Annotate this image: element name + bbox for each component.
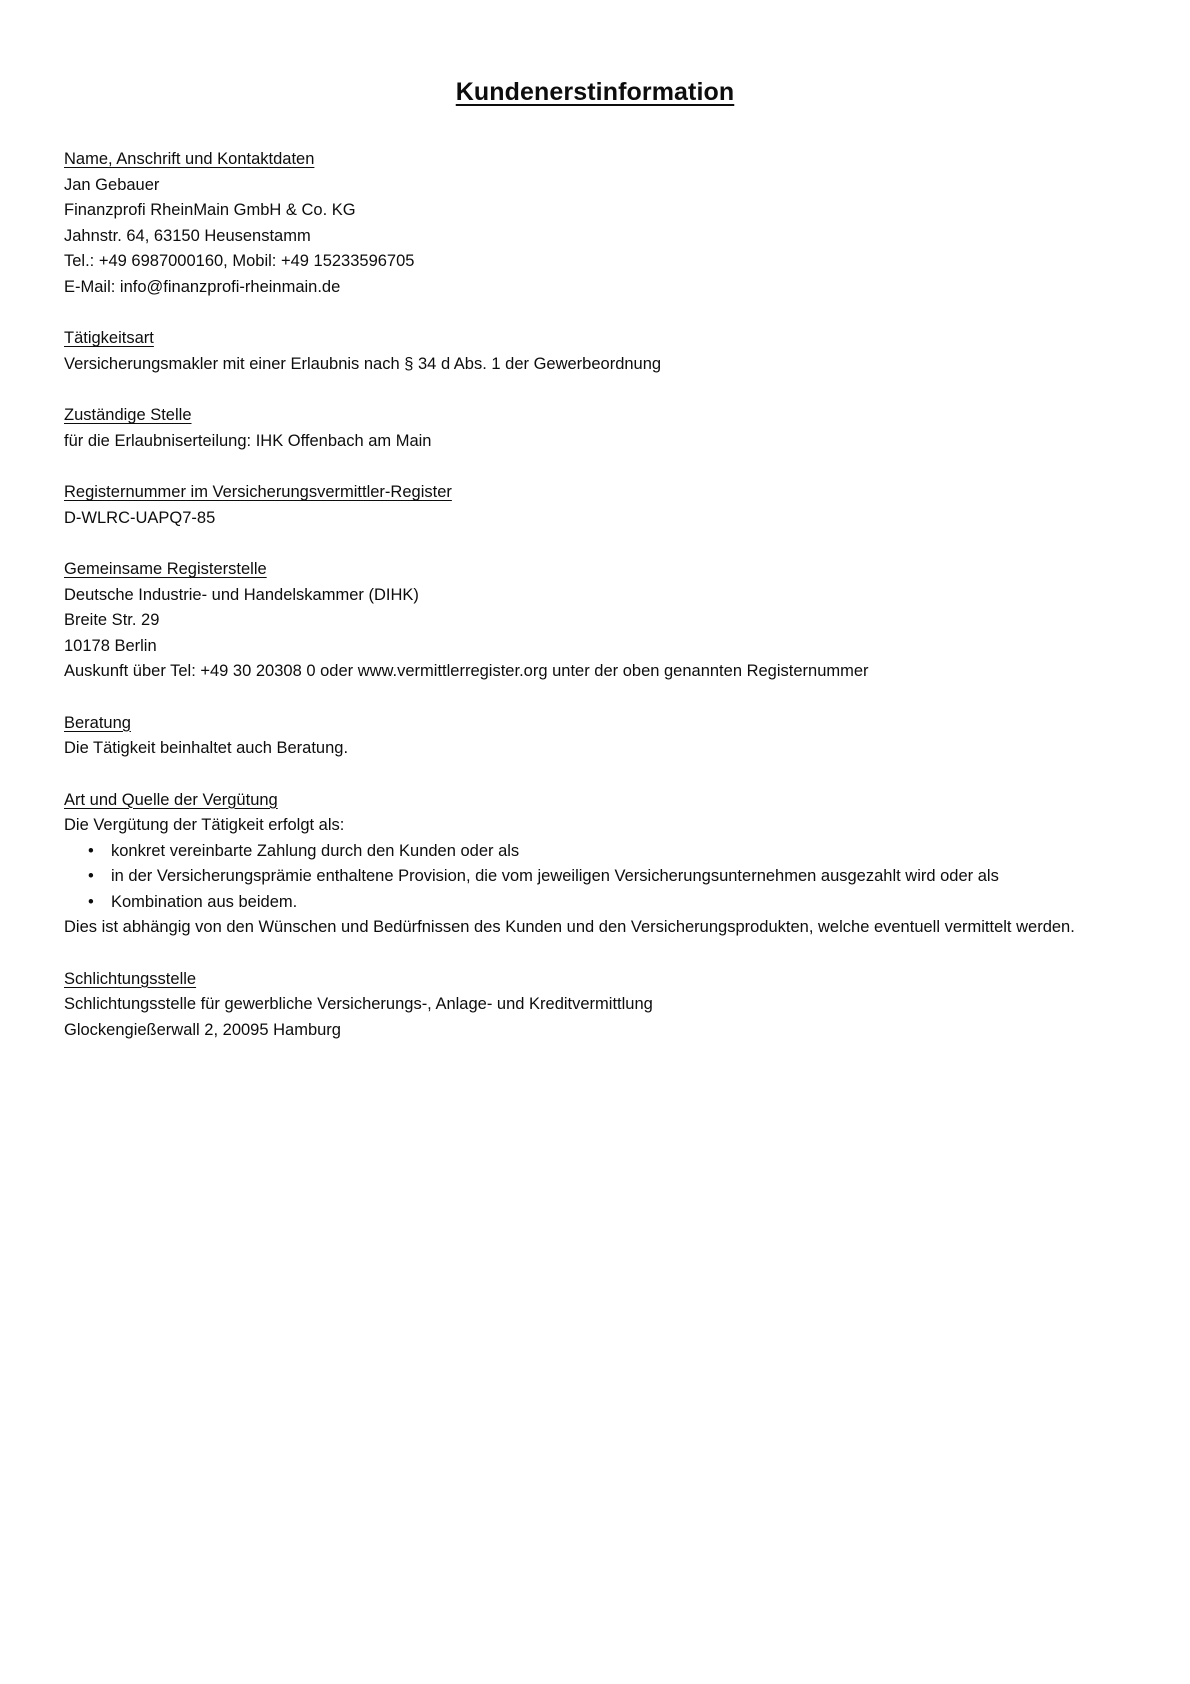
- registernummer-value: D-WLRC-UAPQ7-85: [64, 508, 216, 527]
- contact-phone: Tel.: +49 6987000160, Mobil: +49 15233596705: [64, 252, 415, 270]
- contact-company: Finanzprofi RheinMain GmbH & Co. KG: [64, 201, 356, 219]
- section-heading-registernummer: Registernummer im Versicherungsvermittler-Register: [64, 483, 452, 501]
- verguetung-list: [64, 839, 1126, 916]
- section-heading-registerstelle: Gemeinsame Registerstelle: [64, 560, 267, 578]
- page-title: Kundenerstinformation: [455, 78, 735, 106]
- section-kontakt: [64, 147, 1126, 300]
- section-verguetung: [64, 788, 1126, 941]
- document-body: [64, 107, 1126, 1043]
- section-heading-zustaendige-stelle: Zuständige Stelle: [64, 406, 192, 424]
- section-heading-taetigkeitsart: Tätigkeitsart: [64, 329, 154, 347]
- registerstelle-street: Breite Str. 29: [64, 611, 160, 629]
- taetigkeitsart-text: Versicherungsmakler mit einer Erlaubnis nach § 34 d Abs. 1 der Gewerbeordnung: [64, 354, 662, 373]
- section-schlichtungsstelle: [64, 967, 1126, 1044]
- list-item: [64, 839, 1126, 865]
- section-heading-kontakt: Name, Anschrift und Kontaktdaten: [64, 150, 315, 168]
- bullet-marker-icon: •: [88, 841, 94, 860]
- section-heading-verguetung: Art und Quelle der Vergütung: [64, 790, 278, 809]
- section-registerstelle: [64, 557, 1126, 685]
- contact-email: E-Mail: info@finanzprofi-rheinmain.de: [64, 277, 341, 296]
- section-heading-beratung: Beratung: [64, 713, 131, 732]
- registerstelle-organisation: Deutsche Industrie- und Handelskammer (DIHK): [64, 585, 419, 604]
- list-item: [64, 864, 1126, 890]
- list-item: [64, 890, 1126, 916]
- verguetung-intro: Die Vergütung der Tätigkeit erfolgt als:: [64, 816, 345, 834]
- registerstelle-auskunft: Auskunft über Tel: +49 30 20308 0 oder www.vermittlerregister.org unter der oben genannten Registernummer: [64, 662, 869, 680]
- list-item-label: konkret vereinbarte Zahlung durch den Kunden oder als: [111, 841, 520, 860]
- registerstelle-city: 10178 Berlin: [64, 636, 157, 655]
- list-item-label: Kombination aus beidem.: [111, 892, 298, 911]
- section-taetigkeitsart: [64, 326, 1126, 377]
- beratung-text: Die Tätigkeit beinhaltet auch Beratung.: [64, 739, 349, 757]
- section-registernummer: [64, 480, 1126, 531]
- schlichtungsstelle-name: Schlichtungsstelle für gewerbliche Versicherungs-, Anlage- und Kreditvermittlung: [64, 995, 653, 1013]
- bullet-marker-icon: •: [88, 867, 94, 885]
- section-beratung: [64, 711, 1126, 762]
- section-zustaendige-stelle: [64, 403, 1126, 454]
- section-heading-schlichtungsstelle: Schlichtungsstelle: [64, 969, 197, 988]
- bullet-marker-icon: •: [88, 892, 94, 911]
- zustaendige-stelle-text: für die Erlaubniserteilung: IHK Offenbach am Main: [64, 431, 432, 450]
- contact-address: Jahnstr. 64, 63150 Heusenstamm: [64, 226, 311, 245]
- list-item-label: in der Versicherungsprämie enthaltene Provision, die vom jeweiligen Versicherungsunternehmen ausgezahlt wird oder als: [111, 867, 999, 885]
- verguetung-closing: Dies ist abhängig von den Wünschen und Bedürfnissen des Kunden und den Versicherungsprodukten, welche eventuell vermittelt werden.: [64, 918, 1075, 936]
- contact-name: Jan Gebauer: [64, 175, 160, 194]
- schlichtungsstelle-address: Glockengießerwall 2, 20095 Hamburg: [64, 1020, 341, 1039]
